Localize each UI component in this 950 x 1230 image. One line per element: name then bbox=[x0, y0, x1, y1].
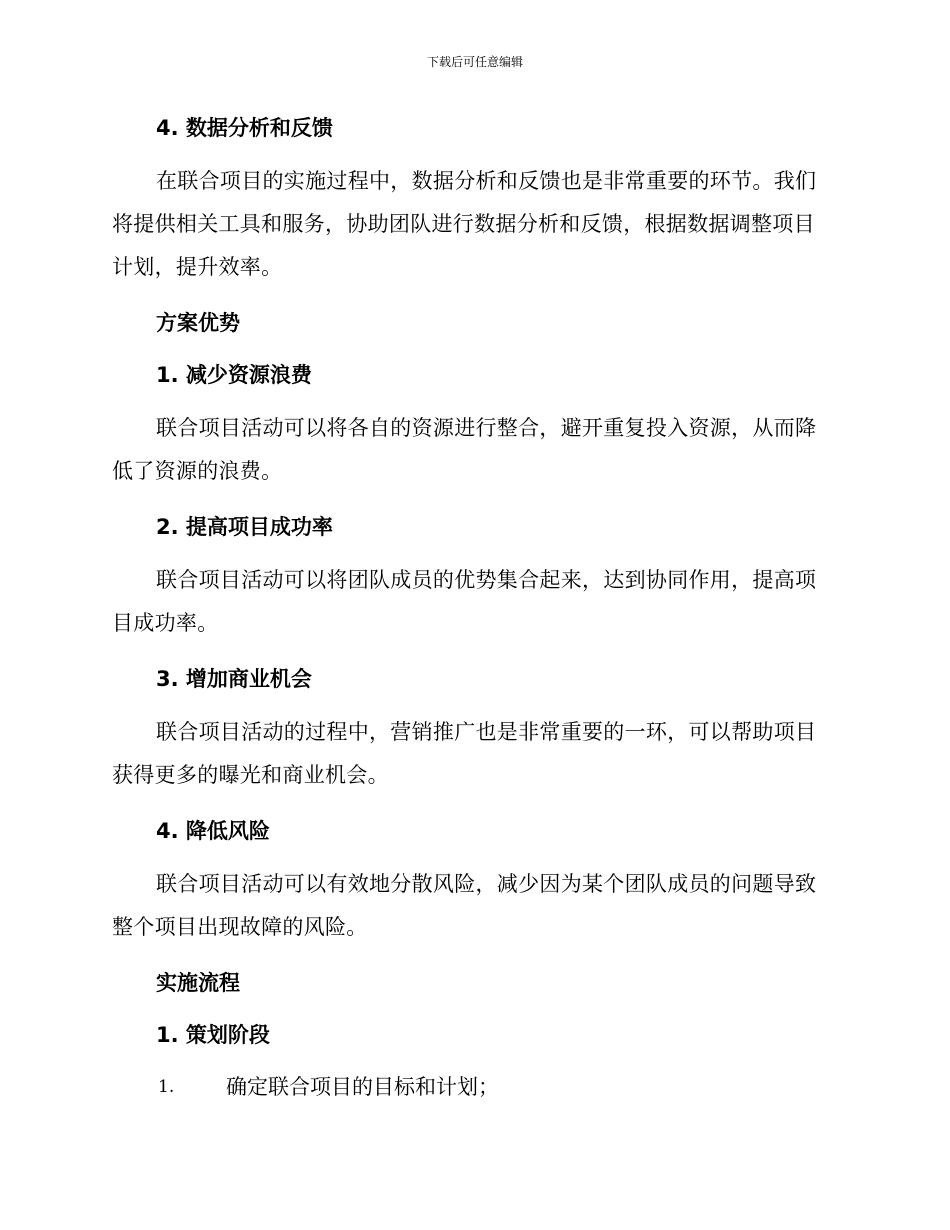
document-body bbox=[112, 108, 832, 1107]
section-heading: 方案优势 bbox=[156, 311, 240, 335]
list-item bbox=[112, 1067, 832, 1107]
paragraph: 联合项目活动可以将各自的资源进行整合，避开重复投入资源，从而降低了资源的浪费。 bbox=[112, 416, 817, 483]
page-header: 下载后可任意编辑 bbox=[426, 55, 523, 69]
section-heading: 1. 策划阶段 bbox=[156, 1023, 270, 1047]
section-heading: 1. 减少资源浪费 bbox=[156, 363, 312, 387]
section-heading: 4. 数据分析和反馈 bbox=[156, 116, 333, 140]
section-heading: 实施流程 bbox=[156, 971, 240, 995]
paragraph: 联合项目活动可以有效地分散风险，减少因为某个团队成员的问题导致整个项目出现故障的风险。 bbox=[112, 872, 817, 939]
paragraph: 在联合项目的实施过程中，数据分析和反馈也是非常重要的环节。我们将提供相关工具和服务，协助团队进行数据分析和反馈，根据数据调整项目计划，提升效率。 bbox=[112, 169, 817, 279]
paragraph: 联合项目活动可以将团队成员的优势集合起来，达到协同作用，提高项目成功率。 bbox=[112, 568, 817, 635]
section-heading: 3. 增加商业机会 bbox=[156, 667, 312, 691]
list-number: 1. bbox=[158, 1077, 175, 1097]
section-heading: 2. 提高项目成功率 bbox=[156, 515, 333, 539]
section-heading: 4. 降低风险 bbox=[156, 819, 270, 843]
paragraph: 联合项目活动的过程中，营销推广也是非常重要的一环，可以帮助项目获得更多的曝光和商业机会。 bbox=[112, 720, 817, 787]
list-text: 确定联合项目的目标和计划； bbox=[226, 1075, 499, 1099]
